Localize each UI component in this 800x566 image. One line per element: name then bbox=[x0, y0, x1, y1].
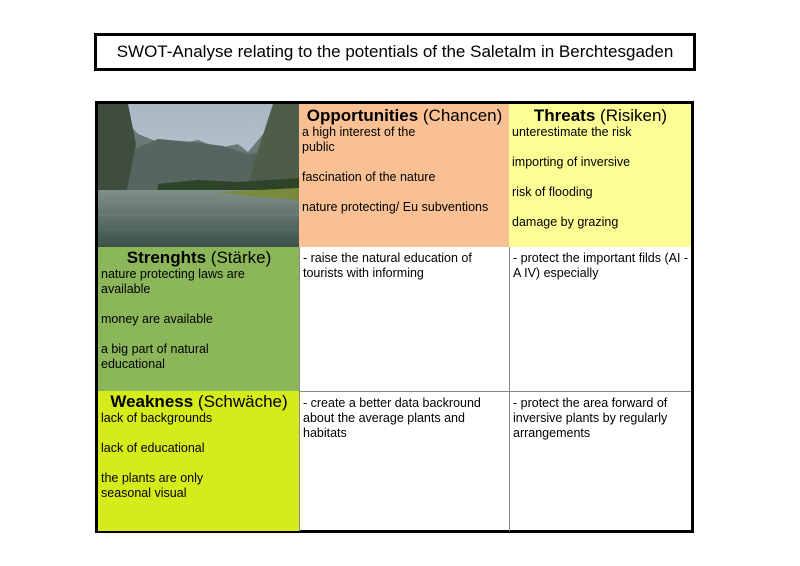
opportunities-heading-bold: Opportunities bbox=[306, 106, 419, 125]
threat-item: damage by grazing bbox=[512, 215, 619, 229]
st-strategy-text: - protect the important filds (AI - A IV) especially bbox=[513, 251, 689, 280]
swot-table bbox=[95, 101, 694, 533]
wt-strategy-text: - protect the area forward of inversive plants by regularly arrangements bbox=[513, 396, 668, 440]
weakness-item: lack of backgrounds bbox=[101, 411, 213, 425]
weakness-heading-bold: Weakness bbox=[110, 392, 194, 411]
threats-heading bbox=[512, 106, 689, 125]
strengths-heading-bold: Strenghts bbox=[126, 248, 207, 267]
weakness-opportunities-cell bbox=[299, 391, 509, 531]
weakness-list bbox=[101, 411, 297, 501]
opportunity-item: nature protecting/ Eu subventions bbox=[302, 200, 489, 214]
strength-item: a big part of natural educational bbox=[101, 342, 209, 371]
so-strategy-text: - raise the natural education of tourists with informing bbox=[303, 251, 472, 280]
opportunities-cell bbox=[299, 104, 509, 247]
opportunity-item: a high interest of the public bbox=[302, 125, 416, 154]
weakness-threats-cell bbox=[509, 391, 691, 531]
wo-strategy-text: - create a better data backround about the average plants and habitats bbox=[303, 396, 481, 440]
opportunities-heading bbox=[302, 106, 507, 125]
weakness-heading-german: (Schwäche) bbox=[193, 392, 288, 411]
strengths-heading bbox=[101, 248, 297, 267]
threat-item: risk of flooding bbox=[512, 185, 593, 199]
strengths-cell bbox=[98, 247, 299, 391]
strengths-opportunities-cell bbox=[299, 247, 509, 391]
weakness-cell bbox=[98, 391, 299, 531]
strengths-threats-cell bbox=[509, 247, 691, 391]
opportunities-list bbox=[302, 125, 507, 215]
threat-item: unterestimate the risk bbox=[512, 125, 632, 139]
opportunity-item: fascination of the nature bbox=[302, 170, 436, 184]
weakness-item: the plants are only seasonal visual bbox=[101, 471, 204, 500]
strengths-list bbox=[101, 267, 297, 372]
title-text: SWOT-Analyse relating to the potentials of the Saletalm in Berchtesgaden bbox=[116, 42, 674, 61]
threats-heading-german: (Risiken) bbox=[595, 106, 668, 125]
threat-item: importing of inversive bbox=[512, 155, 631, 169]
weakness-heading bbox=[101, 392, 297, 411]
lake-mountain-image bbox=[98, 104, 299, 247]
weakness-item: lack of educational bbox=[101, 441, 205, 455]
landscape-photo bbox=[98, 104, 299, 247]
threats-heading-bold: Threats bbox=[533, 106, 596, 125]
document-title bbox=[94, 33, 696, 71]
opportunities-heading-german: (Chancen) bbox=[418, 106, 503, 125]
threats-list bbox=[512, 125, 689, 230]
strength-item: nature protecting laws are available bbox=[101, 267, 245, 296]
strength-item: money are available bbox=[101, 312, 213, 326]
threats-cell bbox=[509, 104, 691, 247]
strengths-heading-german: (Stärke) bbox=[206, 248, 272, 267]
